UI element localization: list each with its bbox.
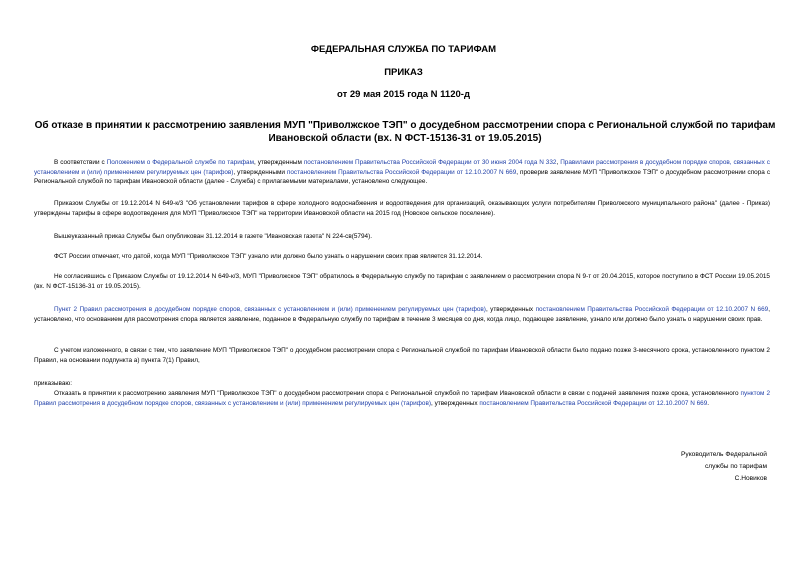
paragraph-awareness-date: ФСТ России отмечает, что датой, когда МУП "Приволжское ТЭП" узнало или должно было узнать о нарушении своих прав является 31.12.2014. (54, 253, 483, 260)
paragraph-conclusion: С учетом изложенного, в связи с тем, что заявление МУП "Приволжское ТЭП" о досудебном рассмотрении спора с Региональной службой по тарифам Ивановской области было подано позже 3-месячного срока, установленного пунктом 2 Правил, на основании подпункта а) пункта 7(1) Правил, (34, 347, 770, 364)
doc-date-heading: от 29 мая 2015 года N 1120-д (337, 89, 470, 100)
link-rules-point-2[interactable]: Пункт 2 Правил рассмотрения в досудебном порядке споров, связанных с установлением и (или) применением регулируемых цен (тарифов) (54, 306, 486, 313)
link-dispute-rules[interactable]: Правилами рассмотрения в досудебном порядке споров, связанных с установлением и (или) применением регулируемых цен (тарифов) (34, 159, 770, 176)
paragraph-basis: В соответствии с Положением о Федеральной службе по тарифам, утвержденным постановлением Правительства Российской Федерации от 30 июня 2004 года N 332, Правилами рассмотрения в досудебном порядке споров, связанных с установлением и (или) применением регулируемых цен (тарифов), утвержденными постановлением Правительства Российской Федерации от 12.10.2007 N 669, проверив заявление МУП "Приволжское ТЭП" о досудебном рассмотрении спора с Региональной службой по тарифам Ивановской области (далее - Служба) с прилагаемыми материалами, установлено следующее. (34, 159, 771, 186)
paragraph-rule-point-2: Пункт 2 Правил рассмотрения в досудебном порядке споров, связанных с установлением и (или) применением регулируемых цен (тарифов), утвержденных постановлением Правительства Российской Федерации от 12.10.2007 N 669, установлено, что основанием для рассмотрения спора является заявление, поданное в Федеральную службу по тарифам в течение 3 месяцев со дня, когда лицо, подающее заявление, узнало или должно было узнать о нарушении своих прав. (34, 306, 770, 323)
signature-position: Руководитель Федеральной (681, 451, 767, 458)
paragraph-appeal: Не согласившись с Приказом Службы от 19.12.2014 N 649-к/3, МУП "Приволжское ТЭП" обратилось в Федеральную службу по тарифам с заявлением о рассмотрении спора N 9-т от 20.04.2015, которое поступило в ФСТ России 19.05.2015 (вх. N ФСТ-15136-31 от 19.05.2015). (34, 273, 770, 290)
paragraph-order-word: приказываю: (34, 380, 72, 387)
doc-type-heading: ПРИКАЗ (384, 67, 423, 78)
link-fst-regulation[interactable]: Положением о Федеральной службе по тарифам (106, 159, 254, 166)
link-resolution-332[interactable]: постановлением Правительства Российской Федерации от 30 июня 2004 года N 332 (303, 159, 557, 166)
paragraph-order-649: Приказом Службы от 19.12.2014 N 649-к/3 "Об установлении тарифов в сфере холодного водоснабжения и водоотведения для организаций, оказывающих услуги потребителям Приволжского муниципального района" (далее - Приказ) утверждены тарифы в сфере водоотведения для МУП "Приволжское ТЭП" на территории Ивановской области на 2015 год (Новское сельское поселение). (34, 200, 770, 217)
signature-block (681, 449, 767, 485)
signature-position-2: службы по тарифам (704, 463, 767, 470)
agency-heading: ФЕДЕРАЛЬНАЯ СЛУЖБА ПО ТАРИФАМ (310, 44, 497, 55)
link-resolution-669[interactable]: постановлением Правительства Российской Федерации от 12.10.2007 N 669 (286, 168, 517, 176)
paragraph-decision: Отказать в принятии к рассмотрению заявления МУП "Приволжское ТЭП" о досудебном рассмотрении спора с Региональной службой по тарифам Ивановской области в связи с подачей заявления позже срока, установленного пунктом 2 Правил рассмотрения в досудебном порядке споров, связанных с установлением и (или) применением регулируемых цен (тарифов), утвержденных постановлением Правительства Российской Федерации от 12.10.2007 N 669. (34, 390, 770, 407)
document-title: Об отказе в принятии к рассмотрению заявления МУП "Приволжское ТЭП" о досудебном рассмотрении спора с Региональной службой по тарифам Ивановской области (вх. N ФСТ-15136-31 от 19.05.2015) (34, 120, 776, 144)
link-resolution-669-c[interactable]: постановлением Правительства Российской Федерации от 12.10.2007 N 669 (479, 399, 708, 407)
link-resolution-669-b[interactable]: постановлением Правительства Российской Федерации от 12.10.2007 N 669 (535, 306, 769, 313)
signature-name: С.Новиков (734, 475, 767, 482)
paragraph-publication: Вышеуказанный приказ Службы был опубликован 31.12.2014 в газете "Ивановская газета" N 224-св(5794). (54, 233, 372, 240)
link-rules-point-2-b[interactable]: пунктом 2 Правил рассмотрения в досудебном порядке споров, связанных с установлением и (или) применением регулируемых цен (тарифов) (34, 390, 770, 407)
